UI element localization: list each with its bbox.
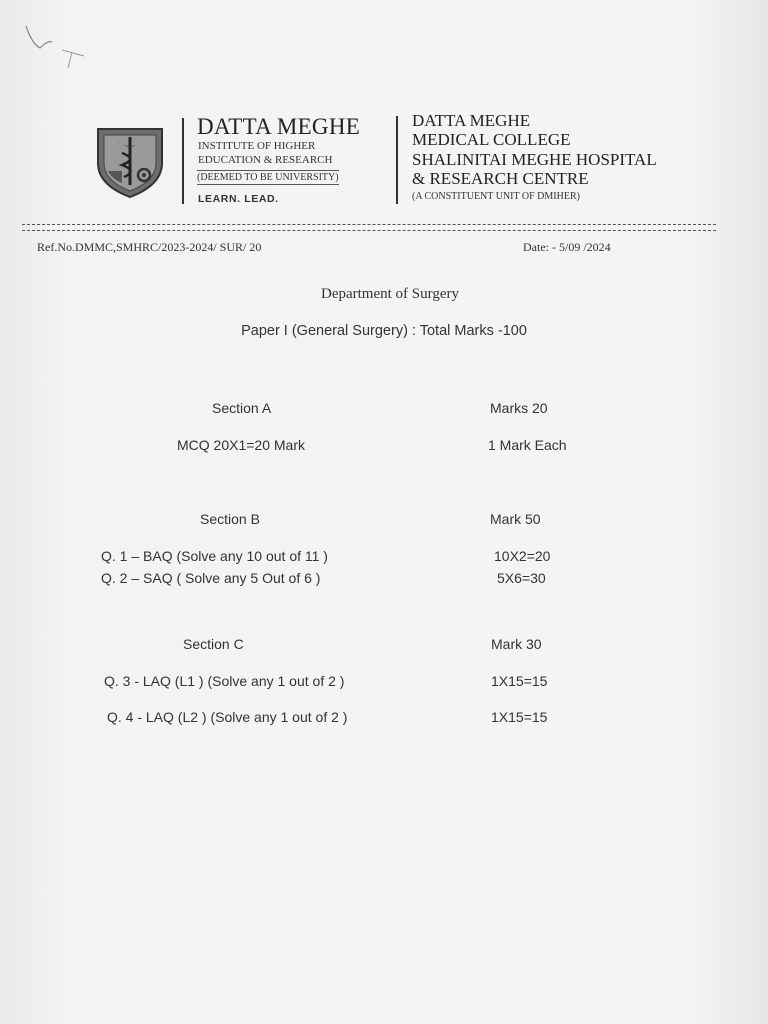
question-2-marks: 5X6=30	[497, 570, 546, 586]
paper-title: Paper I (General Surgery) : Total Marks -100	[241, 323, 527, 339]
document-date: Date: - 5/09 /2024	[523, 240, 611, 254]
question-3-marks: 1X15=15	[491, 673, 548, 689]
section-a-marks: Marks 20	[490, 400, 548, 416]
question-2: Q. 2 – SAQ ( Solve any 5 Out of 6 )	[101, 570, 321, 586]
university-crest-icon	[92, 123, 168, 199]
header-divider	[182, 118, 184, 204]
question-4: Q. 4 - LAQ (L2 ) (Solve any 1 out of 2 )	[107, 709, 348, 725]
pen-mark-icon	[22, 22, 92, 72]
section-c-marks: Mark 30	[491, 636, 542, 652]
question-4-marks: 1X15=15	[491, 709, 548, 725]
question-3: Q. 3 - LAQ (L1 ) (Solve any 1 out of 2 )	[104, 673, 345, 689]
hospital-name: SHALINITAI MEGHE HOSPITAL	[412, 150, 657, 169]
section-c-title: Section C	[183, 636, 244, 652]
section-b-marks: Mark 50	[490, 511, 541, 527]
question-1: Q. 1 – BAQ (Solve any 10 out of 11 )	[101, 548, 328, 564]
mcq-marks: 1 Mark Each	[488, 437, 567, 453]
hospital-name: & RESEARCH CENTRE	[412, 169, 589, 188]
org-subtitle: INSTITUTE OF HIGHER	[198, 140, 316, 152]
question-1-marks: 10X2=20	[494, 548, 551, 564]
org-tagline: LEARN. LEAD.	[198, 193, 279, 205]
org-subtitle: EDUCATION & RESEARCH	[198, 154, 333, 166]
college-name: DATTA MEGHE	[412, 111, 531, 130]
college-name: MEDICAL COLLEGE	[412, 130, 571, 149]
org-status: (DEEMED TO BE UNIVERSITY)	[197, 172, 339, 183]
reference-number: Ref.No.DMMC,SMHRC/2023-2024/ SUR/ 20	[37, 240, 262, 254]
header-rule	[22, 224, 716, 231]
section-b-title: Section B	[200, 511, 260, 527]
department-title: Department of Surgery	[320, 286, 460, 302]
mcq-item: MCQ 20X1=20 Mark	[177, 437, 305, 453]
org-title: DATTA MEGHE	[197, 114, 361, 139]
constituent-note: (A CONSTITUENT UNIT OF DMIHER)	[412, 191, 580, 202]
section-a-title: Section A	[212, 400, 272, 416]
header-divider	[396, 116, 398, 204]
